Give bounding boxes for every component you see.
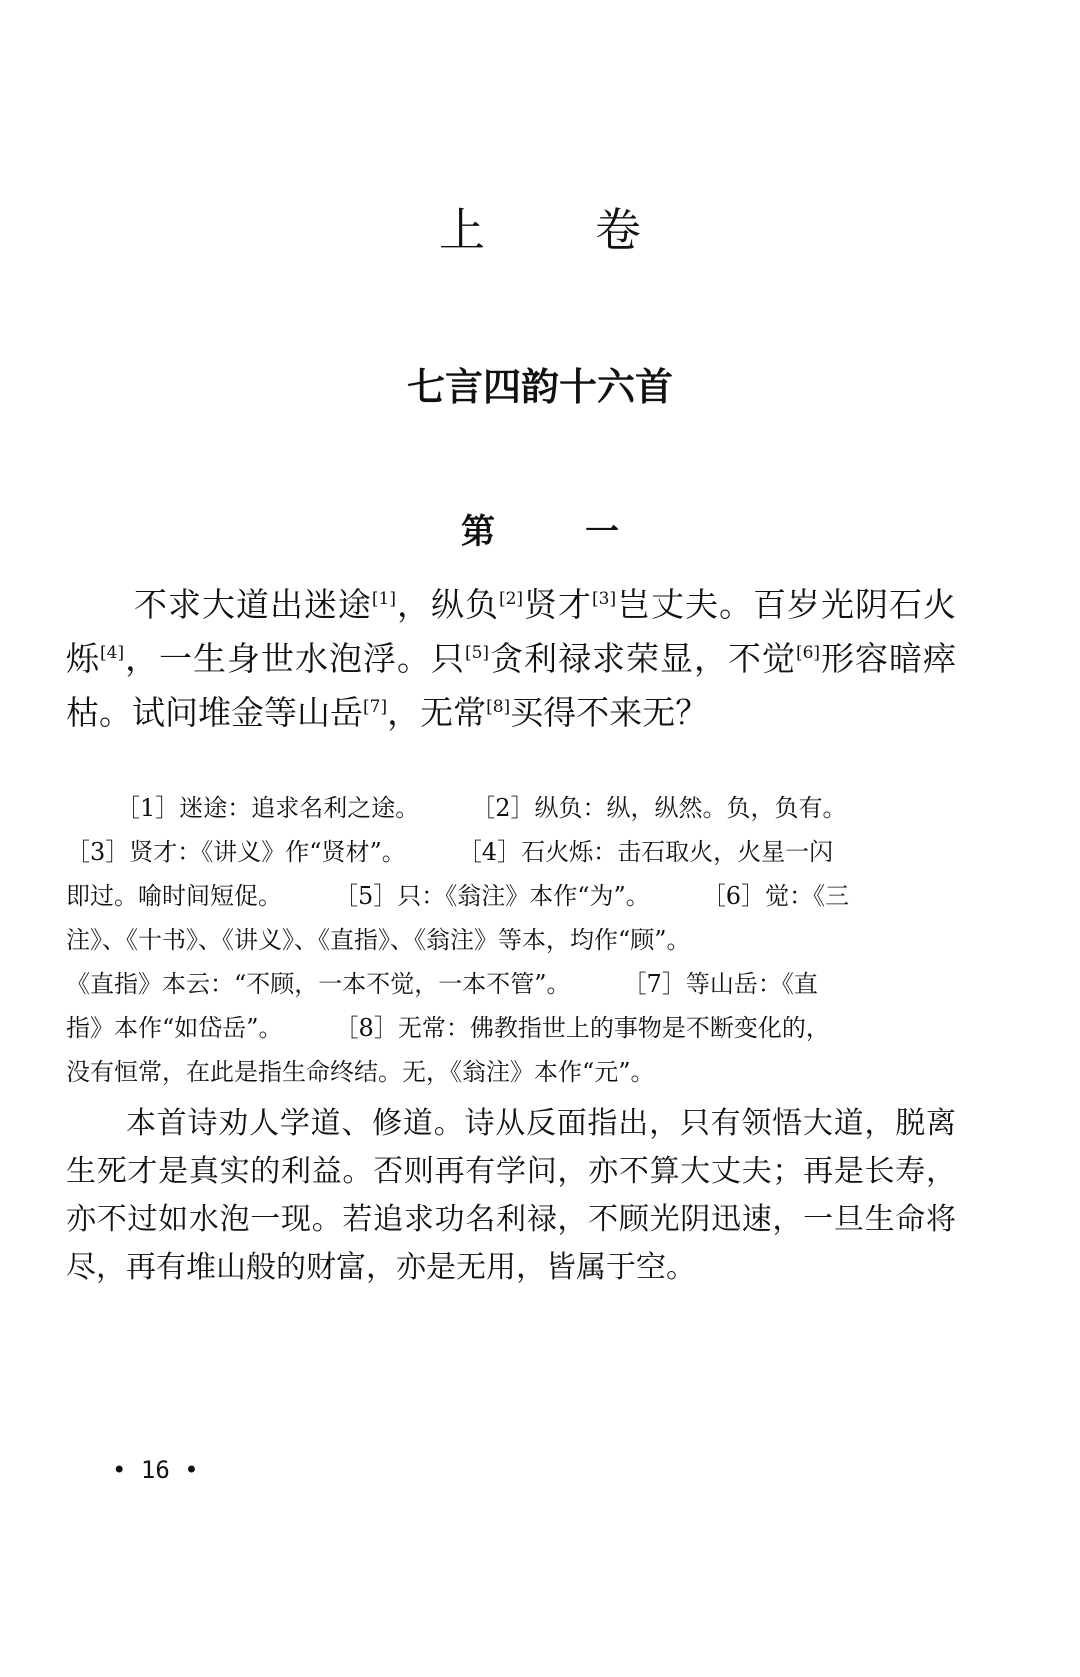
footnote: ［1］迷途：追求名利之途。 xyxy=(116,794,420,822)
poem-title: 第一 xyxy=(461,512,709,552)
footnote: 即过。喻时间短促。 xyxy=(66,882,282,910)
poem-segment: ，纵负 xyxy=(396,585,499,624)
volume-title: 上卷 xyxy=(439,203,751,257)
footnotes xyxy=(66,786,966,1094)
footnote-line xyxy=(66,962,966,1006)
footnote: ［8］无常：佛教指世上的事物是不断变化的， xyxy=(334,1014,830,1042)
section-title: 七言四韵十六首 xyxy=(406,365,673,409)
poem-segment: 贪利禄求荣显，不觉 xyxy=(489,639,796,678)
footnote-mark: [4] xyxy=(100,643,125,663)
footnote-mark: [7] xyxy=(363,697,388,717)
footnote: ［5］只：《翁注》本作“为”。 xyxy=(334,882,650,910)
page-number: • 16 • xyxy=(112,1456,199,1484)
footnote: 指》本作“如岱岳”。 xyxy=(66,1014,283,1042)
footnote-mark: [6] xyxy=(795,643,821,663)
poem-segment: 形容暗瘁枯。试问堆金等山岳 xyxy=(66,639,957,732)
footnote-line xyxy=(66,830,966,874)
footnote: ［7］等山岳：《直 xyxy=(622,970,818,998)
poem-text xyxy=(66,578,956,740)
footnote-mark: [1] xyxy=(371,589,397,609)
footnote-mark: [8] xyxy=(486,697,511,717)
footnote-mark: [5] xyxy=(464,643,490,663)
footnote-mark: [2] xyxy=(498,589,524,609)
footnote-line xyxy=(66,918,966,962)
footnote-line xyxy=(66,1006,966,1050)
footnote-line xyxy=(66,1050,966,1094)
footnote: ［3］贤才：《讲义》作“贤材”。 xyxy=(66,838,406,866)
footnote: 注》、《十书》、《讲义》、《直指》、《翁注》等本，均作“顾”。 xyxy=(66,926,691,954)
poem-segment: 岂丈夫。百岁光阴石火烁 xyxy=(66,585,957,678)
footnote: ［6］觉：《三 xyxy=(701,882,850,910)
poem-segment: ，一生身世水泡浮。只 xyxy=(124,639,465,678)
footnote: 《直指》本云：“不顾，一本不觉，一本不管”。 xyxy=(66,970,571,998)
commentary-paragraph: 本首诗劝人学道、修道。诗从反面指出，只有领悟大道，脱离生死才是真实的利益。否则再有学问，亦不算大丈夫；再是长寿，亦不过如水泡一现。若追求功名利禄，不顾光阴迅速，一旦生命将尽，再有堆山般的财富，亦是无用，皆属于空。 xyxy=(66,1106,956,1285)
footnote-mark: [3] xyxy=(592,589,617,609)
footnote: ［2］纵负：纵，纵然。负，负有。 xyxy=(471,794,847,822)
footnote-line xyxy=(66,874,966,918)
footnote: ［4］石火烁：击石取火，火星一闪 xyxy=(457,838,834,866)
poem-segment: 贤才 xyxy=(523,585,593,624)
poem-segment: 不求大道出迷途 xyxy=(134,585,372,624)
footnote-line xyxy=(66,786,966,830)
poem-segment: ，无常 xyxy=(387,693,487,732)
footnote: 没有恒常，在此是指生命终结。无，《翁注》本作“元”。 xyxy=(66,1058,655,1086)
poem-segment: 买得不来无？ xyxy=(510,693,709,732)
